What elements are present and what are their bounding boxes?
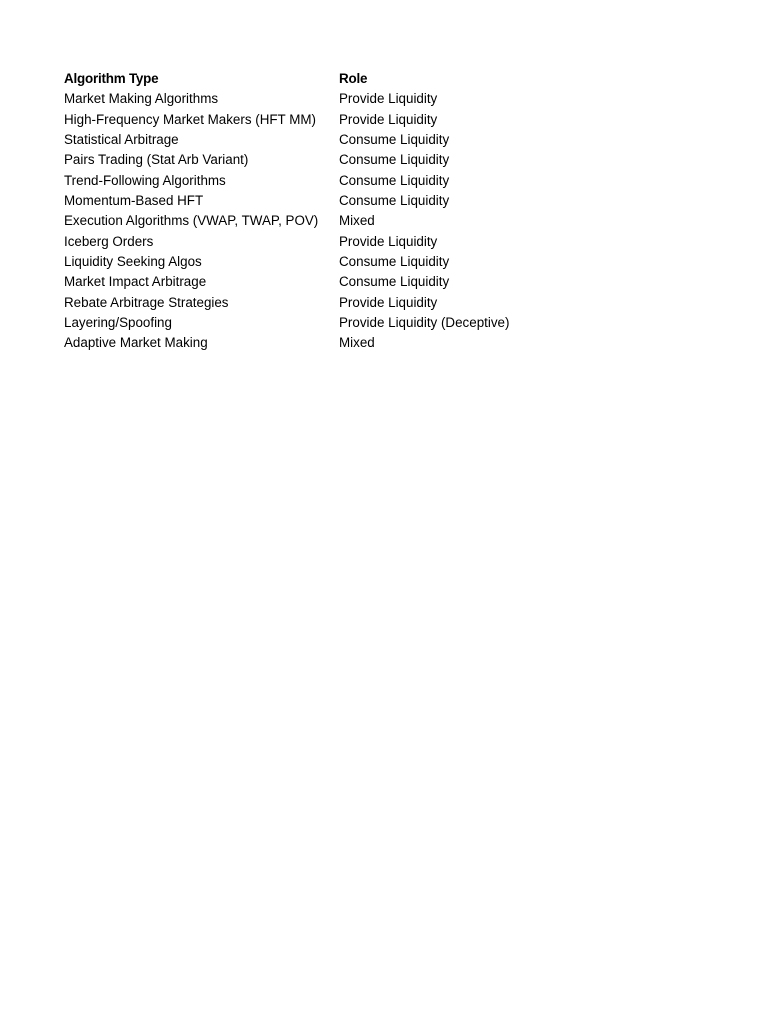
algorithm-type-cell: Iceberg Orders	[64, 233, 154, 249]
table-row	[64, 252, 639, 272]
role-cell: Provide Liquidity (Deceptive)	[339, 315, 510, 331]
table-row	[64, 110, 639, 130]
algorithm-type-cell: Pairs Trading (Stat Arb Variant)	[64, 152, 249, 168]
role-cell: Provide Liquidity	[339, 91, 438, 107]
role-cell: Consume Liquidity	[339, 193, 450, 209]
algorithm-type-cell: Market Making Algorithms	[64, 91, 219, 107]
role-cell: Provide Liquidity	[339, 111, 438, 127]
table-row	[64, 293, 639, 313]
algorithm-type-cell: Liquidity Seeking Algos	[64, 254, 202, 270]
table-row	[64, 211, 639, 231]
role-cell: Provide Liquidity	[339, 233, 438, 249]
table-row	[64, 232, 639, 252]
table-header-row	[64, 69, 639, 89]
table-row	[64, 313, 639, 333]
algorithm-type-cell: Layering/Spoofing	[64, 315, 172, 331]
table-row	[64, 272, 639, 292]
role-cell: Consume Liquidity	[339, 254, 450, 270]
algorithm-type-cell: Execution Algorithms (VWAP, TWAP, POV)	[64, 213, 319, 229]
table-row	[64, 171, 639, 191]
algorithm-type-cell: Statistical Arbitrage	[64, 132, 179, 148]
algorithm-type-cell: Momentum-Based HFT	[64, 193, 204, 209]
table-row	[64, 333, 639, 353]
algorithm-role-table	[64, 69, 639, 354]
role-cell: Provide Liquidity	[339, 294, 438, 310]
role-cell: Consume Liquidity	[339, 132, 450, 148]
table-row	[64, 150, 639, 170]
algorithm-type-cell: Rebate Arbitrage Strategies	[64, 294, 229, 310]
role-cell: Consume Liquidity	[339, 172, 450, 188]
algorithm-type-cell: Market Impact Arbitrage	[64, 274, 207, 290]
table-row	[64, 89, 639, 109]
table-row	[64, 191, 639, 211]
algorithm-type-cell: High-Frequency Market Makers (HFT MM)	[64, 111, 316, 127]
header-role: Role	[339, 71, 368, 86]
role-cell: Consume Liquidity	[339, 274, 450, 290]
header-algorithm-type: Algorithm Type	[64, 71, 159, 86]
role-cell: Consume Liquidity	[339, 152, 450, 168]
role-cell: Mixed	[339, 213, 375, 229]
spreadsheet-page	[64, 69, 704, 354]
algorithm-type-cell: Adaptive Market Making	[64, 335, 208, 351]
algorithm-type-cell: Trend-Following Algorithms	[64, 172, 226, 188]
table-row	[64, 130, 639, 150]
role-cell: Mixed	[339, 335, 375, 351]
